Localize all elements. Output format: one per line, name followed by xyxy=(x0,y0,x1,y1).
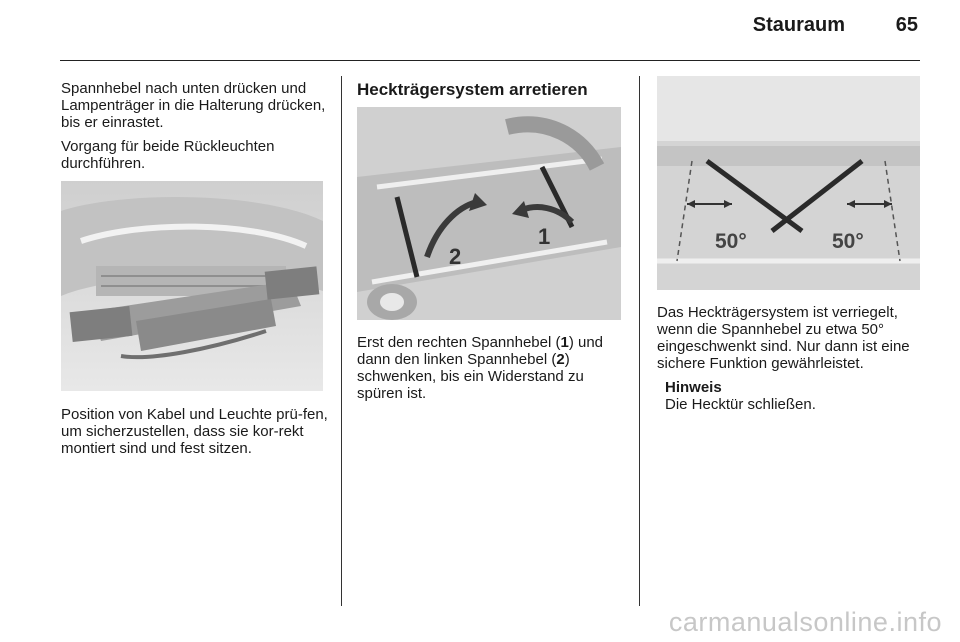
column-3 xyxy=(657,304,925,413)
page-title: Stauraum xyxy=(752,14,845,36)
paragraph: Erst den rechten Spannhebel (1) und dann den linken Spannhebel (2) schwenken, bis ein Widerstand zu spüren ist. xyxy=(357,334,604,402)
figure-label-50-left: 50° xyxy=(715,230,747,253)
column-2 xyxy=(357,80,625,100)
header-divider xyxy=(60,60,920,61)
column-2-bottom xyxy=(357,334,627,409)
column-divider-2 xyxy=(639,76,640,606)
figure-label-50-right: 50° xyxy=(832,230,864,253)
note xyxy=(665,379,925,413)
paragraph: Position von Kabel und Leuchte prü-fen, um sicherzustellen, dass sie kor-rekt montiert sind und fest sitzen. xyxy=(61,406,328,457)
paragraph: Spannhebel nach unten drücken und Lampenträger in die Halterung drücken, bis er einrastet. xyxy=(61,80,326,131)
note-text: Die Hecktür schließen. xyxy=(665,396,816,413)
section-heading: Heckträgersystem arretieren xyxy=(357,80,588,99)
figure-label-1: 1 xyxy=(538,224,551,249)
column-1 xyxy=(61,80,329,179)
watermark: carmanualsonline.info xyxy=(668,607,942,637)
figure-lever-angle xyxy=(657,76,920,290)
figure-lever-arrows xyxy=(357,107,621,320)
figure-lamp-carrier xyxy=(61,181,323,391)
figure-label-2: 2 xyxy=(449,244,462,269)
column-divider-1 xyxy=(341,76,342,606)
note-title: Hinweis xyxy=(665,379,722,396)
paragraph: Das Heckträgersystem ist verriegelt, wenn die Spannhebel zu etwa 50° eingeschwenkt sind. Nur dann ist eine sichere Funktion gewährleistet. xyxy=(657,304,910,372)
page-number: 65 xyxy=(895,14,918,36)
column-1-bottom xyxy=(61,406,329,464)
paragraph: Vorgang für beide Rückleuchten durchführen. xyxy=(61,138,275,172)
